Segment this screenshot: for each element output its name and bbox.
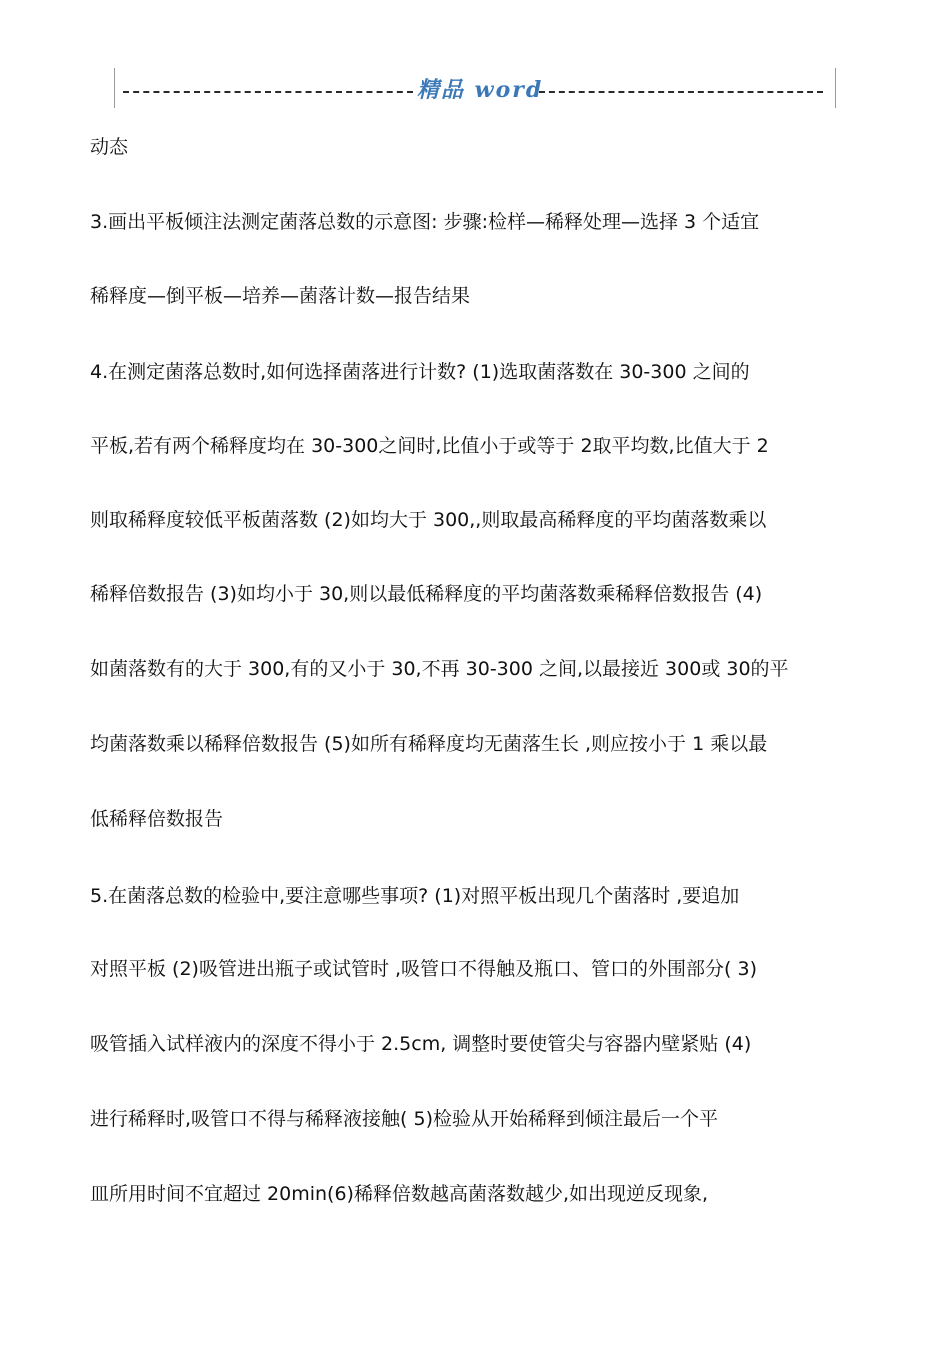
body-text-line: 进行稀释时,吸管口不得与稀释液接触( 5)检验从开始稀释到倾注最后一个平 — [90, 1108, 718, 1130]
body-text-line: 则取稀释度较低平板菌落数 (2)如均大于 300,,则取最高稀释度的平均菌落数乘以 — [90, 509, 767, 531]
body-text-line: 3.画出平板倾注法测定菌落总数的示意图: 步骤:检样—稀释处理—选择 3 个适宜 — [90, 211, 760, 233]
body-text-line: 稀释度—倒平板—培养—菌落计数—报告结果 — [90, 285, 471, 307]
body-text-line: 动态 — [90, 136, 129, 158]
body-text-line: 低稀释倍数报告 — [90, 808, 224, 830]
body-text-line: 5.在菌落总数的检验中,要注意哪些事项? (1)对照平板出现几个菌落时 ,要追加 — [90, 885, 740, 907]
body-text-line: 对照平板 (2)吸管进出瓶子或试管时 ,吸管口不得触及瓶口、管口的外围部分( 3) — [90, 958, 757, 980]
body-text-line: 平板,若有两个稀释度均在 30-300之间时,比值小于或等于 2取平均数,比值大于 2 — [90, 435, 769, 457]
body-text-line: 吸管插入试样液内的深度不得小于 2.5cm, 调整时要使管尖与容器内壁紧贴 (4) — [90, 1033, 752, 1055]
body-text-line: 稀释倍数报告 (3)如均小于 30,则以最低稀释度的平均菌落数乘稀释倍数报告 (4) — [90, 583, 763, 605]
body-text-line: 均菌落数乘以稀释倍数报告 (5)如所有稀释度均无菌落生长 ,则应按小于 1 乘以最 — [90, 733, 768, 755]
body-text-line: 皿所用时间不宜超过 20min(6)稀释倍数越高菌落数越少,如出现逆反现象, — [90, 1183, 709, 1205]
header-dashed-rule-left — [123, 91, 413, 93]
body-text-line: 4.在测定菌落总数时,如何选择菌落进行计数? (1)选取菌落数在 30-300 之间的 — [90, 361, 750, 383]
header-watermark-title: 精品 word — [417, 77, 544, 103]
page-header — [114, 68, 836, 108]
header-dashed-rule-right — [539, 91, 823, 93]
body-text-line: 如菌落数有的大于 300,有的又小于 30,不再 30-300 之间,以最接近 300或 30的平 — [90, 658, 789, 680]
